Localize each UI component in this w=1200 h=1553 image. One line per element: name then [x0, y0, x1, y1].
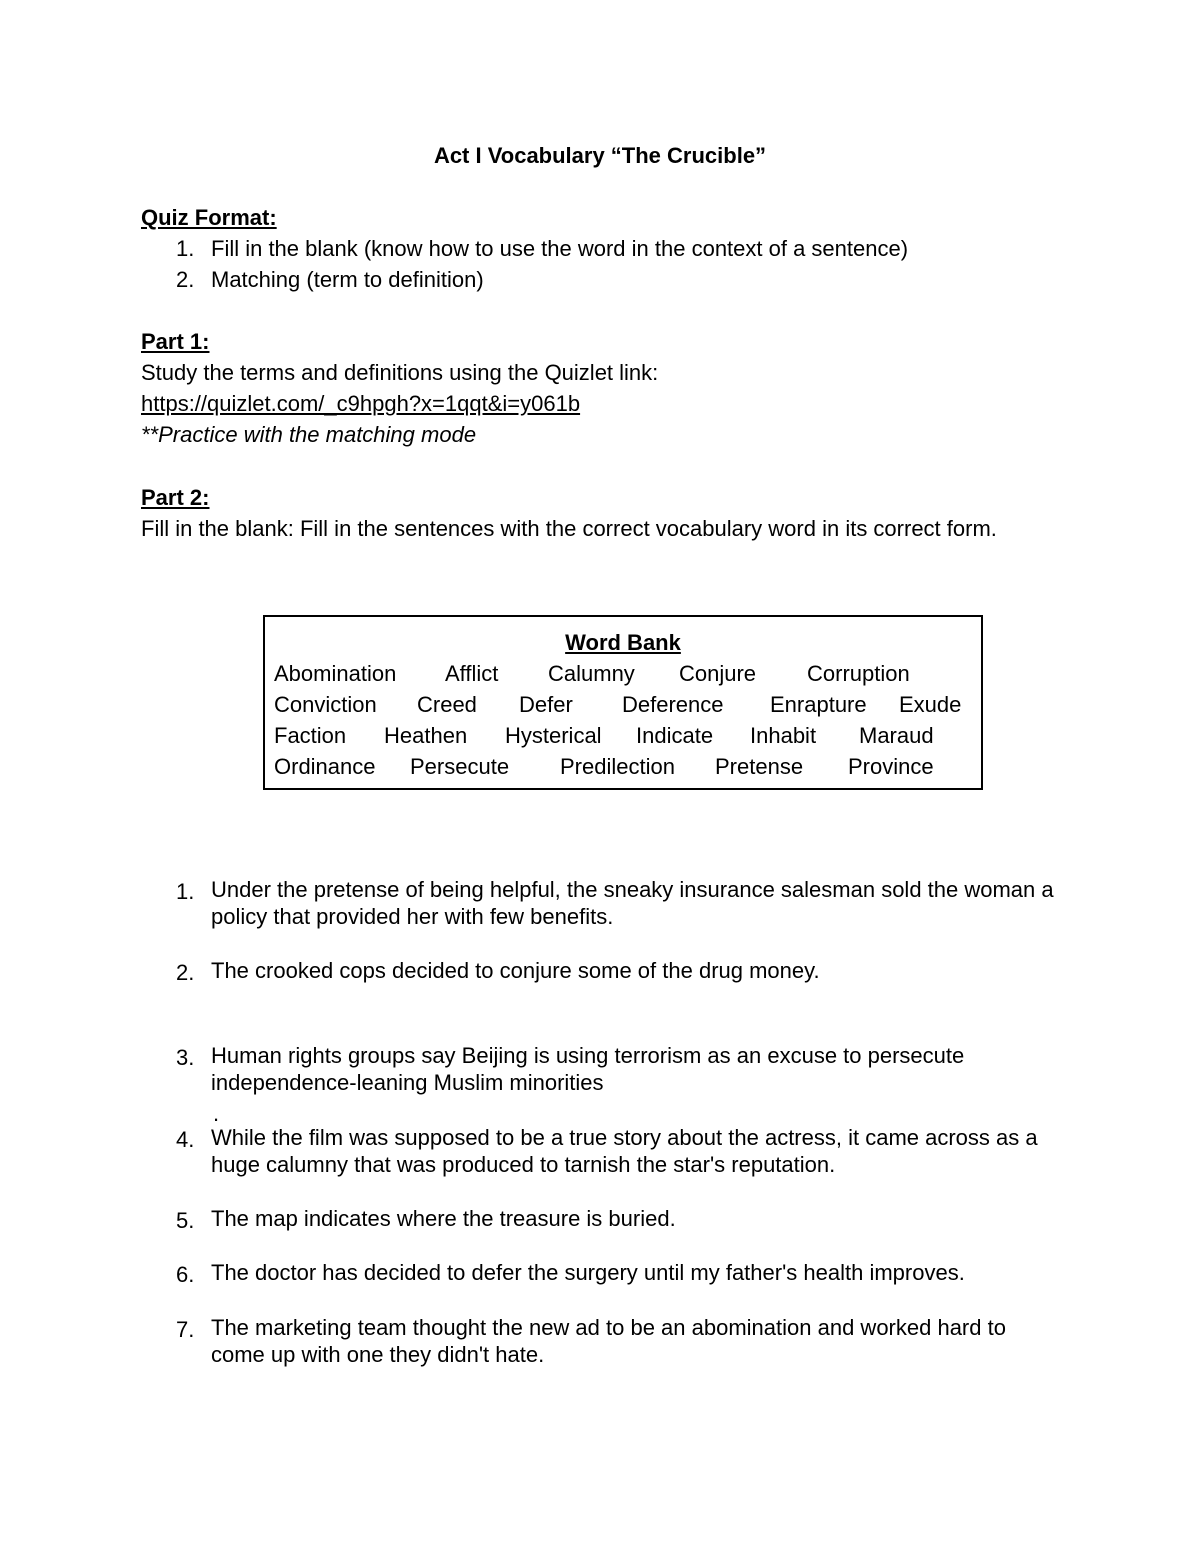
stray-period: . [213, 1101, 220, 1126]
word-bank-word: Ordinance [274, 754, 376, 779]
word-bank-word: Indicate [636, 723, 714, 748]
part2-instruction: Fill in the blank: Fill in the sentences with the correct vocabulary word in its correct form. [141, 516, 997, 541]
sentence-text: Human rights groups say Beijing is using terrorism as an excuse to persecute independence-leaning Muslim minorities [211, 1043, 965, 1095]
word-bank-word: Hysterical [505, 723, 602, 748]
word-bank-word: Creed [417, 692, 477, 717]
list-item [141, 1259, 1081, 1286]
part1-section [141, 326, 1081, 450]
word-bank-box [263, 615, 983, 790]
word-bank-word: Abomination [274, 661, 397, 686]
quiz-format-section [141, 202, 1081, 295]
list-number: 6. [176, 1262, 195, 1287]
word-bank-word: Province [848, 754, 934, 779]
word-bank-word: Maraud [859, 723, 934, 748]
list-number: 4. [176, 1127, 195, 1152]
word-bank-word: Afflict [445, 661, 499, 686]
list-number: 7. [176, 1317, 195, 1342]
word-bank-word: Faction [274, 723, 347, 748]
sentence-text: The map indicates where the treasure is buried. [211, 1206, 676, 1231]
word-bank-word: Enrapture [770, 692, 867, 717]
list-item [141, 957, 1081, 984]
list-item [141, 1042, 1081, 1096]
list-number: 2. [176, 960, 195, 985]
word-bank-word: Defer [519, 692, 573, 717]
word-bank-title: Word Bank [565, 630, 681, 655]
list-number: 2. [176, 267, 195, 292]
word-bank-word: Inhabit [750, 723, 817, 748]
part2-section [141, 482, 1081, 544]
list-item [141, 264, 1081, 295]
list-number: 1. [176, 879, 195, 904]
sentence-text: The doctor has decided to defer the surgery until my father's health improves. [211, 1260, 965, 1285]
word-bank-word: Predilection [560, 754, 675, 779]
word-bank-word: Conviction [274, 692, 377, 717]
list-item [141, 233, 1081, 264]
word-bank-word: Calumny [548, 661, 635, 686]
list-item [141, 1205, 1081, 1232]
page-title: Act I Vocabulary “The Crucible” [433, 143, 767, 168]
list-item [141, 1314, 1081, 1368]
list-item [141, 876, 1081, 930]
list-text: Matching (term to definition) [211, 267, 484, 292]
part1-instruction: Study the terms and definitions using the Quizlet link: [141, 360, 659, 385]
part2-heading: Part 2: [141, 485, 210, 510]
word-bank-word: Corruption [807, 661, 910, 686]
list-item [141, 1124, 1081, 1178]
word-bank-word: Persecute [410, 754, 510, 779]
sentence-text: While the film was supposed to be a true story about the actress, it came across as a huge calumny that was produced to tarnish the star's reputation. [211, 1125, 1038, 1177]
list-text: Fill in the blank (know how to use the word in the context of a sentence) [211, 236, 909, 261]
word-bank-word: Conjure [679, 661, 757, 686]
word-bank-word: Exude [899, 692, 962, 717]
list-number: 1. [176, 236, 195, 261]
sentence-text: The crooked cops decided to conjure some of the drug money. [211, 958, 820, 983]
word-bank-word: Pretense [715, 754, 804, 779]
word-bank-word: Heathen [384, 723, 468, 748]
quiz-format-list [141, 233, 1081, 295]
quizlet-link[interactable]: https://quizlet.com/_c9hpgh?x=1qqt&i=y061b [141, 391, 581, 416]
part1-heading: Part 1: [141, 329, 210, 354]
list-number: 3. [176, 1045, 195, 1070]
word-bank-word: Deference [622, 692, 724, 717]
sentence-text: Under the pretense of being helpful, the sneaky insurance salesman sold the woman a policy that provided her with few benefits. [211, 877, 1054, 929]
sentence-text: The marketing team thought the new ad to be an abomination and worked hard to come up with one they didn't hate. [211, 1315, 1006, 1367]
list-number: 5. [176, 1208, 195, 1233]
practice-note: **Practice with the matching mode [141, 422, 477, 447]
quiz-format-heading: Quiz Format: [141, 205, 277, 230]
